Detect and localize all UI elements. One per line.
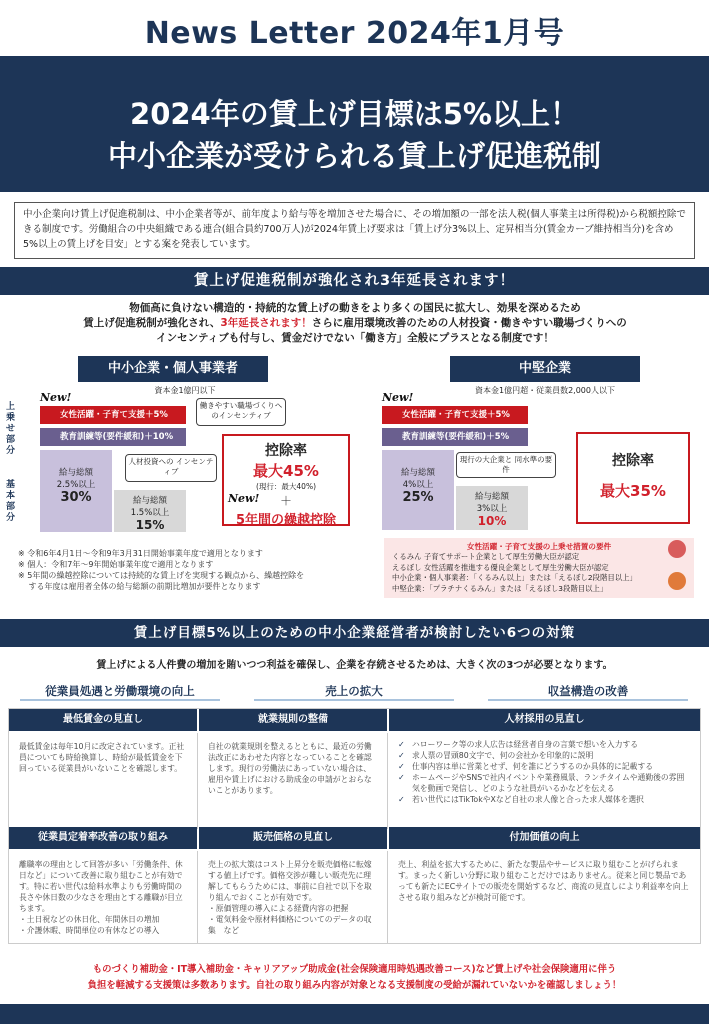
card2-title: 就業規則の整備 [199,709,387,731]
card6-body: 売上、利益を拡大するために、新たな製品やサービスに取り組むことがげられます。まったく新しい分野に取り組むことだけではありません。従来と同じ製品であっても新たにECサイトでの販売を開始するなど、商流の見直しにより利益率を向上させる取り組みなどが検討可能です。 [398,860,689,902]
bar-base2-right [456,486,528,530]
card5-item-2: ・電気料金や原材料価格についてのデータの収集 など [208,915,372,935]
bubble-standard: 現行の大企業と 同水準の要件 [456,452,556,478]
left-panel-label: 中小企業・個人事業者 [78,356,268,382]
card4-body [9,851,198,943]
bar-training-right: 教育訓練等(要件緩和)＋5% [382,428,528,446]
bubble-workplace: 働きやすい職場づくりへのインセンティブ [196,398,286,426]
card5-text: 売上の拡大策はコスト上昇分を販売価格に転嫁する値上げです。価格交渉が難しい販売先に理解してもらうためには、事前に自社で以下を取り組んでおくことが有効です。 [208,860,372,902]
note-1: ※ 令和6年4月1日～令和9年3月31日開始事業年度で適用となります [18,549,263,558]
base2-label: 給与総額 [132,496,167,506]
req-line-2: えるぼし 女性活躍を推進する優良企業として厚生労働大臣が認定 [392,562,609,572]
note-4: する年度は雇用者全体の給与総額の前期比増加が要件となります [18,582,261,591]
footer-line-2: 負担を軽減する支援策は多数あります。自社の取り組み内容が対象となる支援制度の受給が漏れていないかを確認しましょう！ [87,980,622,991]
req-line-4: 中堅企業：「プラチナくるみん」または「えるぼし3段階目以上」 [392,583,608,593]
eruboshi-logo [668,572,686,590]
bar-women-right: 女性活躍・子育て支援＋5% [382,406,528,424]
base-rate-r: 25% [402,490,434,505]
col-head-3: 収益構造の改善 [547,684,629,698]
section1-para-1: 物価高に負けない構造的・持続的な賃上げの動きをより多くの国民に拡大し、効果を深めるため [129,302,581,314]
card4-title: 従業員定着率改善の取り組み [9,827,197,849]
base-rate: 30% [60,490,92,505]
card6-title: 付加価値の向上 [389,827,700,849]
rate-main-right: 最大35% [600,482,666,500]
card4-text: 離職率の理由として回答が多い「労働条件、休日など」について改善に取り組むことが有効です。特に若い世代は給料水準よりも労働時間の長さや休日数の少なさを理由とする離職が目立ちます。 [19,860,183,913]
section2-lead: 賃上げによる人件費の増加を賄いつつ利益を確保し、企業を存続させるためは、大きく次の3つが必要となります。 [96,660,613,671]
bar-base-right [382,450,454,530]
base2-pct: 1.5%以上 [130,508,170,518]
side-upper-label: 上乗せ部分 [6,402,16,456]
right-panel-sub: 資本金1億円超・従業員数2,000人以下 [475,386,615,395]
req-lines [384,552,656,594]
base-pct: 2.5%以上 [56,480,96,490]
base2-label-r: 給与総額 [474,492,509,502]
card3-item-3: ✓ 仕事内容は単に営業とせず、何を誰にどうするのか具体的に記載する [398,761,690,772]
base2-rate: 15% [135,518,165,532]
notes [18,548,358,592]
hero-line-1: 2024年の賃上げ目標は5%以上！ [130,97,579,131]
bar-base-left [40,450,112,532]
card3-item-4: ✓ ホームページやSNSで社内イベントや業務風景、ランチタイムや通勤後の雰囲気を動画で発信し、どのような社員がいるかなどを伝える [398,772,690,794]
col-line-3 [488,699,688,701]
rate-title-right: 控除率 [612,453,654,469]
req-line-1: くるみん 子育てサポート企業として厚生労働大臣が認定 [392,552,580,561]
card5-item-1: ・原価管理の導入による経費内容の把握 [208,904,349,913]
bar-training-left: 教育訓練等(要件緩和)＋10% [40,428,186,446]
card4-item-2: ・介護休暇、時間単位の有休などの導入 [19,926,160,935]
card3-body [388,733,700,829]
section1-band: 賃上げ促進税制が強化され3年延長されます！ [0,267,709,295]
new-mark-right: New! [382,391,414,404]
base-pct-r: 4%以上 [402,480,434,490]
para-2b: さらに雇用環境改善のための人材投資・働きやすい職場づくりへの [311,317,627,329]
col-line-2 [254,699,454,701]
cards-grid [8,708,701,944]
left-panel-sub: 資本金1億円以下 [154,386,216,395]
card3-item-1: ✓ ハローワーク等の求人広告は経営者自身の言葉で想いを入力する [398,739,690,750]
req-title: 女性活躍・子育て支援の上乗せ措置の要件 [466,542,612,551]
col-line-1 [20,699,220,701]
base-label: 給与総額 [58,468,93,478]
rate-title-left: 控除率 [265,443,307,459]
card3-title: 人材採用の見直し [389,709,700,731]
kurumin-logo [668,540,686,558]
note-3: ※ 5年間の繰越控除については持続的な賃上げを実現する観点から、繰越控除を [18,571,305,580]
side-base-label: 基本部分 [6,480,16,523]
base2-pct-r: 3%以上 [476,504,508,514]
section2-band: 賃上げ目標5%以上のための中小企業経営者が検討したい6つの対策 [0,619,709,647]
requirement-box [384,538,694,598]
footer-line-1: ものづくり補助金・IT導入補助金・キャリアアップ助成金(社会保険適用時処遇改善コース)など賃上げや社会保険適用に伴う [92,964,617,975]
rate-main-left: 最大45% [253,462,319,480]
newsletter-title: News Letter 2024年1月号 [144,16,565,51]
card1-title: 最低賃金の見直し [9,709,197,731]
card3-item-2: ✓ 求人票の冒頭80文字で、何の会社かを印象的に説明 [398,750,690,761]
right-panel-label: 中堅企業 [450,356,640,382]
card5-title: 販売価格の見直し [199,827,387,849]
base2-rate-r: 10% [477,514,507,528]
section1-para-2 [30,316,680,331]
para-2-red: 3年延長されます！ [220,317,312,329]
bubble-investment: 人材投資への インセンティブ [125,454,217,482]
rate-current-left: (現行：最大40%) [255,482,317,491]
new-mark-left: New! [40,391,72,404]
new-mark-carry: New! [228,492,260,505]
card4-item-1: ・土日祝などの休日化、年間休日の増加 [19,915,160,924]
section1-para-3: インセンティブも付与し、賃金だけでない「働き方」全般にプラスとなる制度です！ [156,332,554,344]
left-rate-box [222,434,350,526]
intro-text: 中小企業向け賃上げ促進税制は、中小企業者等が、前年度より給与等を増加させた場合に、その増加額の一部を法人税(個人事業主は所得税)から税額控除できる制度です。労働組合の中央組織である連合(組合員約700万人)が2024年賃上げ要求は「賃上げ分3%以上、定昇相当分(賃金カーブ維持相当分)を含め 5%以上の賃上げを目安」とする案を発表しています。 [14,202,695,259]
col-head-1: 従業員処遇と労働環境の向上 [45,684,195,698]
card5-body [198,851,388,943]
base-label-r: 給与総額 [400,468,435,478]
bar-base2-left [114,490,186,532]
rate-plus: ＋ [279,494,292,508]
card3-item-5: ✓ 若い世代にはTikTokやXなど自社の求人像と合った求人媒体を選択 [398,794,690,805]
note-2: ※ 個人：令和7年～9年開始事業年度で適用となります [18,560,214,569]
col-head-2: 売上の拡大 [325,684,383,698]
right-rate-box [576,432,690,524]
bar-women-left: 女性活躍・子育て支援＋5% [40,406,186,424]
bottom-bar [0,1004,709,1024]
rate-carry: 5年間の繰越控除 [235,513,337,528]
card2-body: 自社の就業規則を整えるとともに、最近の労働法改正にあわせた内容となっていることを確認します。現行の労働法にあっていない場合は、雇用や賃上げにおける助成金の申請がとおらないことがあります。 [198,733,388,829]
card1-body: 最低賃金は毎年10月に改定されています。正社員についても時給換算し、時給が最低賃金を下回っている従業員がいないことを確認します。 [9,733,198,829]
hero-line-2: 中小企業が受けられる賃上げ促進税制 [107,139,601,173]
para-2a: 賃上げ促進税制が強化され、 [83,317,221,329]
req-line-3: 中小企業・個人事業者：「くるみん以上」または「えるぼし2段階目以上」 [392,573,637,582]
